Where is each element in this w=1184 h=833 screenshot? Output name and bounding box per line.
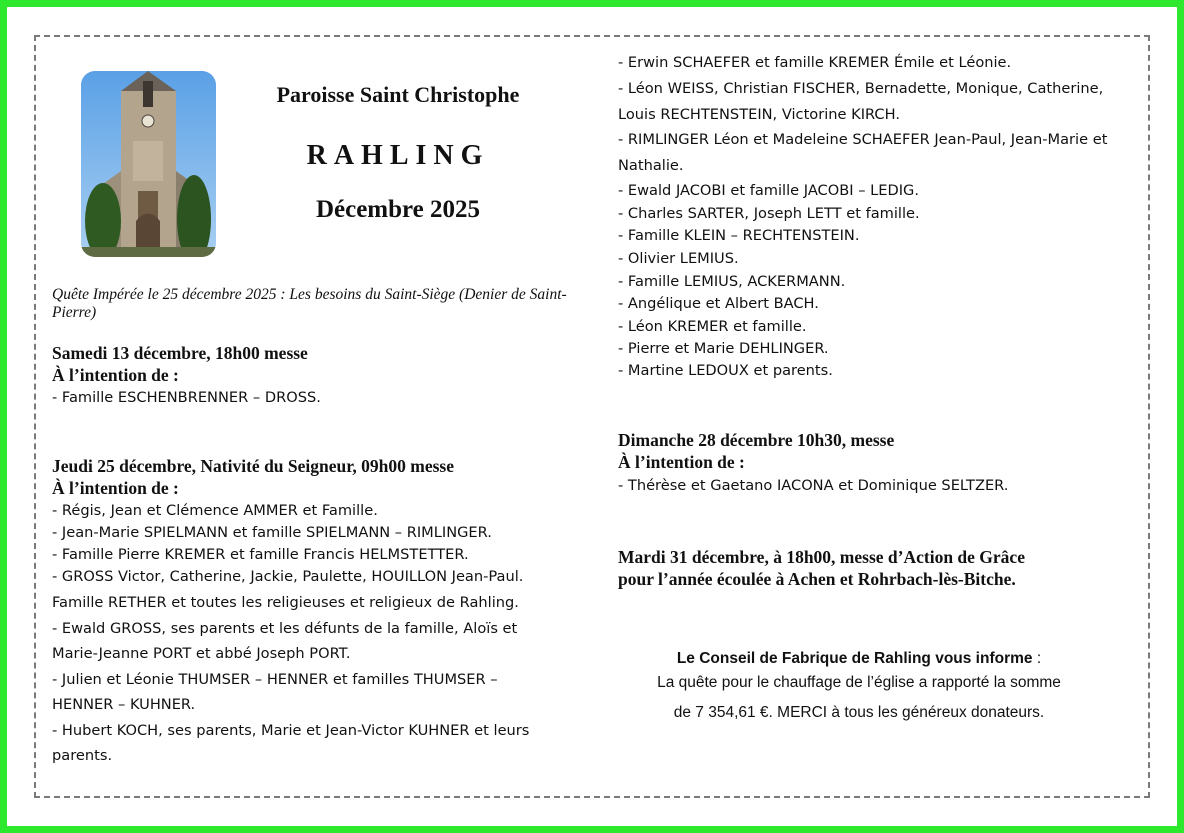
samedi-intention: À l’intention de : [52,365,179,385]
list-item: - Ewald GROSS, ses parents et les défunts de la famille, Aloïs et [52,620,518,637]
list-item: - Famille ESCHENBRENNER – DROSS. [52,389,321,406]
list-item: - Hubert KOCH, ses parents, Marie et Jean-Victor KUHNER et leurs [52,722,530,739]
list-item: - Famille KLEIN – RECHTENSTEIN. [618,227,860,244]
dimanche-title: Dimanche 28 décembre 10h30, messe [618,430,895,450]
conseil-colon: : [1032,650,1042,667]
list-item: - Pierre et Marie DEHLINGER. [618,340,829,357]
list-item: - Jean-Marie SPIELMANN et famille SPIELMANN – RIMLINGER. [52,524,492,541]
list-item: - Thérèse et Gaetano IACONA et Dominique SELTZER. [618,477,1009,494]
list-item: - Régis, Jean et Clémence AMMER et Famille. [52,502,378,519]
conseil-title-text: Le Conseil de Fabrique de Rahling vous informe [676,650,1033,667]
list-item: Famille RETHER et toutes les religieuses et religieux de Rahling. [52,594,519,611]
list-item: HENNER – KUHNER. [52,696,196,713]
dimanche-intention: À l’intention de : [618,452,745,472]
list-item: - Angélique et Albert BACH. [618,295,819,312]
list-item: - Charles SARTER, Joseph LETT et famille. [618,205,920,222]
list-item: Louis RECHTENSTEIN, Victorine KIRCH. [618,106,900,123]
list-item: parents. [52,747,113,764]
parish-name: Paroisse Saint Christophe [276,82,520,107]
list-item: Nathalie. [618,157,684,174]
list-item: - Léon WEISS, Christian FISCHER, Bernadette, Monique, Catherine, [618,80,1104,97]
list-item: - RIMLINGER Léon et Madeleine SCHAEFER Jean-Paul, Jean-Marie et [618,131,1108,148]
conseil-title [620,650,1098,668]
list-item: - Famille Pierre KREMER et famille Francis HELMSTETTER. [52,546,469,563]
list-item: Marie-Jeanne PORT et abbé Joseph PORT. [52,645,351,662]
village-name: RAHLING [306,140,490,171]
church-photo [81,71,216,257]
quete-note: Quête Impérée le 25 décembre 2025 : Les besoins du Saint-Siège (Denier de Saint-Pierre) [52,286,567,321]
list-item: - Erwin SCHAEFER et famille KREMER Émile et Léonie. [618,54,1012,71]
list-item: - GROSS Victor, Catherine, Jackie, Paulette, HOUILLON Jean-Paul. [52,568,524,585]
mardi-line-1: Mardi 31 décembre, à 18h00, messe d’Action de Grâce [618,547,1025,567]
month-title: Décembre 2025 [315,196,481,223]
list-item: - Famille LEMIUS, ACKERMANN. [618,273,846,290]
list-item: - Léon KREMER et famille. [618,318,807,335]
list-item: - Ewald JACOBI et famille JACOBI – LEDIG. [618,182,919,199]
list-item: - Julien et Léonie THUMSER – HENNER et familles THUMSER – [52,671,498,688]
conseil-line-1: La quête pour le chauffage de l’église a rapporté la somme [657,674,1061,691]
list-item: - Martine LEDOUX et parents. [618,362,833,379]
mardi-line-2: pour l’année écoulée à Achen et Rohrbach-lès-Bitche. [618,569,1016,589]
jeudi-intention: À l’intention de : [52,478,179,498]
jeudi-title: Jeudi 25 décembre, Nativité du Seigneur, 09h00 messe [52,456,455,476]
conseil-line-2: de 7 354,61 €. MERCI à tous les généreux donateurs. [673,704,1045,721]
samedi-title: Samedi 13 décembre, 18h00 messe [52,343,308,363]
list-item: - Olivier LEMIUS. [618,250,739,267]
